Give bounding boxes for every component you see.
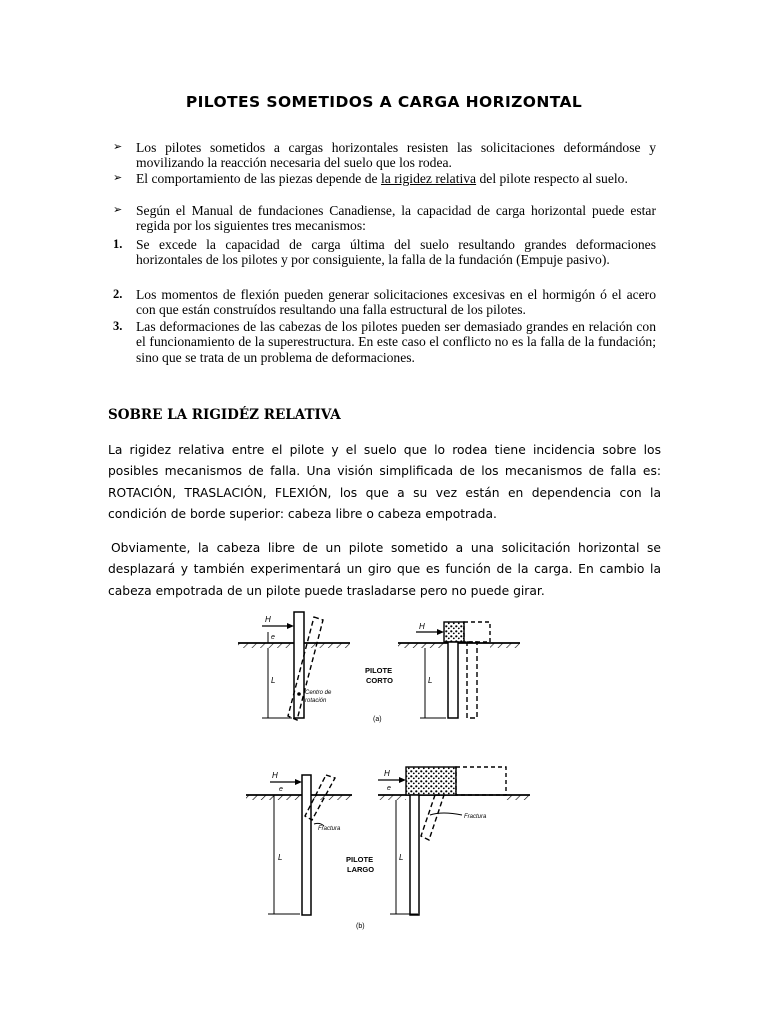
diagram-b-free-head <box>246 775 352 915</box>
length-label: L <box>278 853 283 862</box>
paragraph: Obviamente, la cabeza libre de un pilote sometido a una solicitación horizontal se desplazará y también experimentará un giro que es función de la carga. En cambio la cabeza empotrada de un pilote puede trasladarse pero no puede girar. <box>108 541 661 598</box>
mechanism-text: Se excede la capacidad de carga última del suelo resultando grandes deformaciones horizontales de los pilotes y por consiguiente, la falla de la fundación (Empuje pasivo). <box>136 237 656 268</box>
underlined-term: la rigidez relativa <box>380 171 477 186</box>
eccentricity-label: e <box>387 785 391 792</box>
bullet-text: Los pilotes sometidos a cargas horizontales resisten las solicitaciones deformándose y movilizando la reacción necesaria del suelo que los rodea. <box>136 140 656 171</box>
mechanism-number: 1. <box>113 237 123 251</box>
length-label: L <box>428 676 433 685</box>
section-heading: SOBRE LA RIGIDÉZ RELATIVA <box>108 407 341 423</box>
paragraph: La rigidez relativa entre el pilote y el suelo que lo rodea tiene incidencia sobre los posibles mecanismos de falla. Una visión simplificada de los mecanismos de falla es: ROTACIÓN, TRASLACIÓN, FLEXIÓN, los que a su vez están en dependencia con la condición de borde superior: cabeza libre o cabeza empotrada. <box>108 443 661 521</box>
bullet-text: El comportamiento de las piezas depende de la rigidez relativa del pilote respecto al suelo. <box>136 171 628 186</box>
pile-type-label: LARGO <box>347 865 375 874</box>
pile-type-label: PILOTE <box>365 666 393 675</box>
figure-caption: (b) <box>356 923 365 930</box>
rotation-center-label: Centro de <box>305 690 332 696</box>
bullet-marker: ➢ <box>113 172 123 184</box>
page-title: PILOTES SOMETIDOS A CARGA HORIZONTAL <box>185 93 583 111</box>
bullet-text: Según el Manual de fundaciones Canadiense, la capacidad de carga horizontal puede estar regida por los siguientes tres mecanismos: <box>136 203 656 234</box>
eccentricity-label: e <box>271 634 275 641</box>
pile-type-label: PILOTE <box>346 855 374 864</box>
diagram-a-fixed-head <box>398 622 520 718</box>
load-h-label: H <box>272 771 278 780</box>
diagram-a-free-head <box>238 612 350 720</box>
bullet-marker: ➢ <box>113 204 123 216</box>
bullet-marker: ➢ <box>113 141 123 153</box>
length-label: L <box>399 853 404 862</box>
pile-type-label: CORTO <box>366 676 393 685</box>
length-label: L <box>271 676 276 685</box>
mechanism-number: 2. <box>113 287 123 301</box>
load-h-label: H <box>384 769 390 778</box>
diagram-b-fixed-head <box>378 767 530 915</box>
load-h-label: H <box>419 622 425 631</box>
mechanism-number: 3. <box>113 319 123 333</box>
mechanism-text: Las deformaciones de las cabezas de los pilotes pueden ser demasiado grandes en relación con el funcionamiento de la superestructura. En este caso el conflicto no es la falla de la fundación; sino que se trata de un problema de deformaciones. <box>136 319 656 365</box>
fracture-label: Fractura <box>318 826 341 832</box>
figure-caption: (a) <box>373 716 382 723</box>
mechanism-text: Los momentos de flexión pueden generar solicitaciones excesivas en el hormigón ó el acero con que están construídos resultando una falla estructural de los pilotes. <box>136 287 656 318</box>
load-h-label: H <box>265 615 271 624</box>
rotation-center-label: rotación <box>305 698 327 704</box>
eccentricity-label: e <box>279 786 283 793</box>
fracture-label: Fractura <box>464 814 487 820</box>
